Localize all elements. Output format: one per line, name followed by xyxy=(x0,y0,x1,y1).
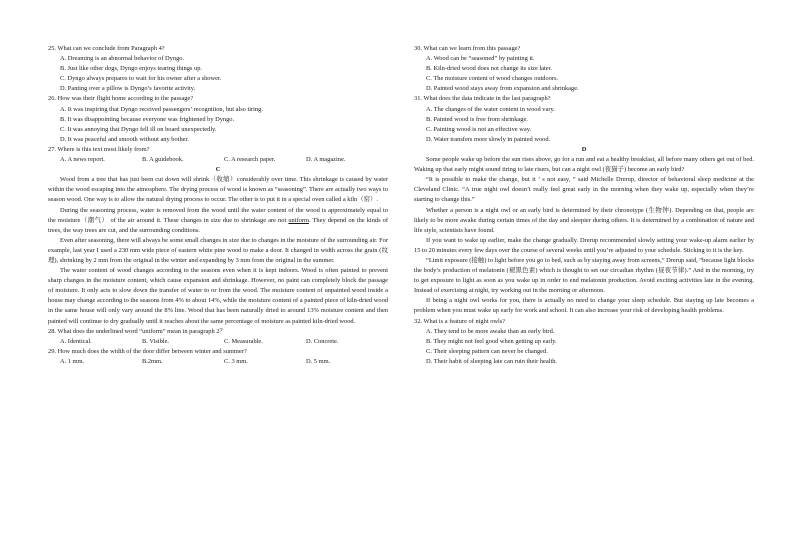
paragraph-text: During the seasoning process, water is removed from the wood until the water content of the wood is approximately equal to the moisture（潮气） of the air around it. These changes in size due to shrinkage are not xyxy=(48,206,388,224)
option: C. It was annoying that Dyngo fell ill on board unexpectedly. xyxy=(60,125,217,133)
passage-c-paragraph-1: Wood from a tree that has just been cut down will shrink（收缩）considerably over time. This shrinkage is caused by water within the wood escaping into the atmosphere. The drying process of wood is known as “seasoning”. There are actually two ways to season wood. One way is to allow the natural drying process to occur. The other is to put it in a special oven called a kiln（窑）. xyxy=(48,176,388,204)
option: A. The changes of the water content in wood vary. xyxy=(426,105,555,113)
options-row-28 xyxy=(60,337,388,347)
option: B. Kiln-dried wood does not change its size later. xyxy=(426,65,553,73)
passage-d-paragraph-3: Whether a person is a night owl or an early bird is determined by their chronotype (生物钟). Depending on that, people are likely to be more awake during certain times of the day and sleepier during others. It is determined by a combination of nature and life style, scientists have found. xyxy=(414,206,754,234)
passage-d-paragraph-6: If being a night owl works for you, there is actually no need to change your sleep schedule. But staying up late becomes a problem when you must wake up early for work and school. It can also increase your risk of developing health problems. xyxy=(414,297,754,315)
question-28: 28. What does the underlined word “uniform” mean in paragraph 2？ xyxy=(48,327,226,335)
option: A. 1 mm. xyxy=(60,357,85,365)
question-31: 31. What does the data indicate in the last paragraph? xyxy=(414,95,551,103)
option: C. Dyngo always prepares to wait for his owner after a shower. xyxy=(60,75,222,83)
option: D. It was peaceful and smooth without any bother. xyxy=(60,135,189,143)
option: D. Their habit of sleeping late can ruin their health. xyxy=(426,357,558,365)
option: C. The moisture content of wood changes outdoors. xyxy=(426,75,559,83)
passage-c-paragraph-2 xyxy=(48,206,388,236)
options-row-27 xyxy=(60,155,388,165)
option: B. They might not feel good when getting up early. xyxy=(426,337,557,345)
option: B. Just like other dogs, Dyngo enjoys tearing things up. xyxy=(60,65,203,73)
question-27: 27. Where is this text most likely from? xyxy=(48,145,150,153)
passage-c-paragraph-3: Even after seasoning, there will always be some small changes in size due to changes in the moisture of the surrounding air. For example, last year I used a 230 mm wide piece of eastern white pine wood to make a door. It changed in width across the grain (纹理), shrinking by 2 mm from the original in the winter and expanding by 3 mm from the original in the summer. xyxy=(48,236,388,264)
question-26: 26. How was their flight home according to the passage? xyxy=(48,95,194,103)
option: D. Panting over a pillow is Dyngo’s favorite activity. xyxy=(60,85,196,93)
right-column xyxy=(414,44,754,367)
option: C. 3 mm. xyxy=(224,357,248,365)
underlined-word: uniform xyxy=(288,216,309,224)
option: C. Their sleeping pattern can never be changed. xyxy=(426,347,548,355)
option: D. A magazine. xyxy=(306,156,346,164)
question-30: 30. What can we learn from this passage? xyxy=(414,45,521,52)
option: A. A news report. xyxy=(60,156,105,164)
option: B. It was disappointing because everyone was frightened by Dyngo. xyxy=(60,115,235,123)
option: C. A research paper. xyxy=(224,156,276,164)
passage-d-paragraph-2: “It is possible to make the change, but it ’ s not easy, ” said Michelle Drerup, director of behavioral sleep medicine at the Cleveland Clinic. “A true night owl doesn’t really feel great early in the morning when they wake up, especially when they’re starting to change this.” xyxy=(414,176,754,204)
option: B. Painted wood is free from shrinkage. xyxy=(426,115,528,123)
passage-d-paragraph-1: Some people wake up before the sun rises above, go for a run and eat a healthy breakfast, all before many others get out of bed. Waking up that early might sound tiring to late risers, but can a night owl (夜猫子) become an early bird? xyxy=(414,156,754,174)
option: B. Visible. xyxy=(142,337,170,345)
passage-d-paragraph-5: “Limit exposure (接触) to light before you go to bed, such as by staying away from screens,” Drerup said, “because light blocks the body’s production of melatonin (褪黑色素) which is thought to set our circadian rhythm (昼夜节律).” And in the morning, try to get exposure to light as soon as you wake up in order to end melatonin production. Avoid exciting activities late in the evening. Instead of exercising at night, try working out in the morning or afternoon. xyxy=(414,256,754,295)
section-c-heading: C xyxy=(215,166,221,174)
option: A. Wood can be “seasoned” by painting it. xyxy=(426,55,535,63)
option: D. 5 mm. xyxy=(306,357,331,365)
question-29: 29. How much does the width of the door differ between winter and summer? xyxy=(48,347,247,355)
option: B.2mm. xyxy=(142,357,163,365)
section-d-heading: D xyxy=(581,145,587,153)
left-column xyxy=(48,44,388,367)
option: A. They tend to be more awake than an early bird. xyxy=(426,327,555,335)
option: C. Painting wood is not an effective way. xyxy=(426,125,532,133)
option: B. A guidebook. xyxy=(142,156,184,164)
question-25: 25. What can we conclude from Paragraph 4? xyxy=(48,45,165,52)
option: D. Painted wood stays away from expansion and shrinkage. xyxy=(426,85,579,93)
options-row-29 xyxy=(60,357,388,367)
option: D. Water transfers more slowly in painted wood. xyxy=(426,135,551,143)
option: A. Dreaming is an abnormal behavior of Dyngo. xyxy=(60,55,185,63)
option: D. Concrete. xyxy=(306,337,339,345)
paragraph-text: . They depend on the kinds of trees, the way trees are cut, and the surrounding conditions. xyxy=(48,216,388,234)
question-32: 32. What is a feature of night owls? xyxy=(414,317,506,325)
option: A. It was inspiring that Dyngo received passengers’ recognition, but also tiring. xyxy=(60,105,263,113)
passage-d-paragraph-4: If you want to wake up earlier, make the change gradually. Drerup recommended slowly setting your wake-up alarm earlier by 15 to 20 minutes every few days over the course of several weeks until you’re adjusted to your schedule. Sticking to it is the key. xyxy=(414,236,754,254)
option: A. Identical. xyxy=(60,337,92,345)
option: C. Measurable. xyxy=(224,337,263,345)
passage-c-paragraph-4: The water content of wood changes according to the seasons even when it is kept indoors. Wood is often painted to prevent sharp changes in the moisture content, which cause expansion and shrinkage. However, no paint can completely block the passage of moisture. It only acts to slow down the transfer of water to or from the wood. The moisture content of unpainted wood inside a house may change according to the seasons from 4% to about 14%, while the moisture content of a painted piece of kiln-dried wood in the same house will only vary around the 8% line. Wood that has been naturally dried to around 13% moisture content and then painted will continue to dry gradually until it reaches about the same percentage of moisture as painted kiln-dried wood. xyxy=(48,267,388,325)
